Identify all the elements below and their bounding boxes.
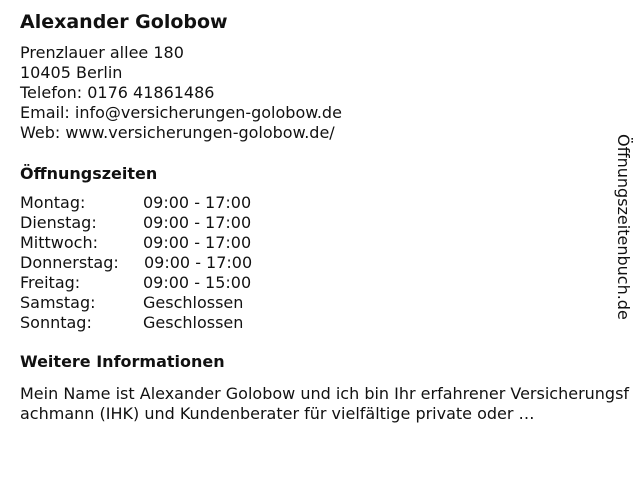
city-line: 10405 Berlin: [20, 63, 123, 82]
more-info-text: Mein Name ist Alexander Golobow und ich bin Ihr erfahrener Versicherungsfachmann (IHK) und Kundenberater für vielfältige private oder …: [20, 384, 630, 423]
phone-line: Telefon: 0176 41861486: [20, 83, 215, 102]
hours-time: 09:00 - 17:00: [143, 233, 252, 252]
hours-day: Freitag:: [20, 273, 81, 292]
hours-time: 09:00 - 15:00: [143, 273, 252, 292]
hours-day: Sonntag:: [20, 313, 92, 332]
contact-block: [20, 43, 620, 143]
email-line: Email: info@versicherungen-golobow.de: [20, 103, 342, 122]
hours-time: 09:00 - 17:00: [144, 253, 253, 272]
hours-day: Mittwoch:: [20, 233, 98, 252]
opening-hours-heading: Öffnungszeiten: [20, 164, 158, 183]
hours-day: Samstag:: [20, 293, 96, 312]
hours-time: 09:00 - 17:00: [143, 213, 252, 232]
hours-row: [20, 193, 620, 213]
web-line: Web: www.versicherungen-golobow.de/: [20, 123, 335, 142]
hours-time: Geschlossen: [143, 293, 244, 312]
hours-time: Geschlossen: [143, 313, 244, 332]
hours-day: Donnerstag:: [20, 253, 119, 272]
business-name: Alexander Golobow: [20, 11, 228, 33]
hours-row: [20, 233, 620, 253]
hours-day: Montag:: [20, 193, 86, 212]
more-info-heading: Weitere Informationen: [20, 352, 225, 371]
hours-day: Dienstag:: [20, 213, 97, 232]
street-line: Prenzlauer allee 180: [20, 43, 184, 62]
hours-row: [20, 293, 620, 313]
hours-time: 09:00 - 17:00: [143, 193, 252, 212]
hours-row: [20, 273, 620, 293]
opening-hours-table: [20, 193, 620, 333]
site-watermark-label: Öffnungszeitenbuch.de: [614, 134, 633, 320]
hours-row: [20, 253, 620, 273]
hours-row: [20, 313, 620, 333]
hours-row: [20, 213, 620, 233]
